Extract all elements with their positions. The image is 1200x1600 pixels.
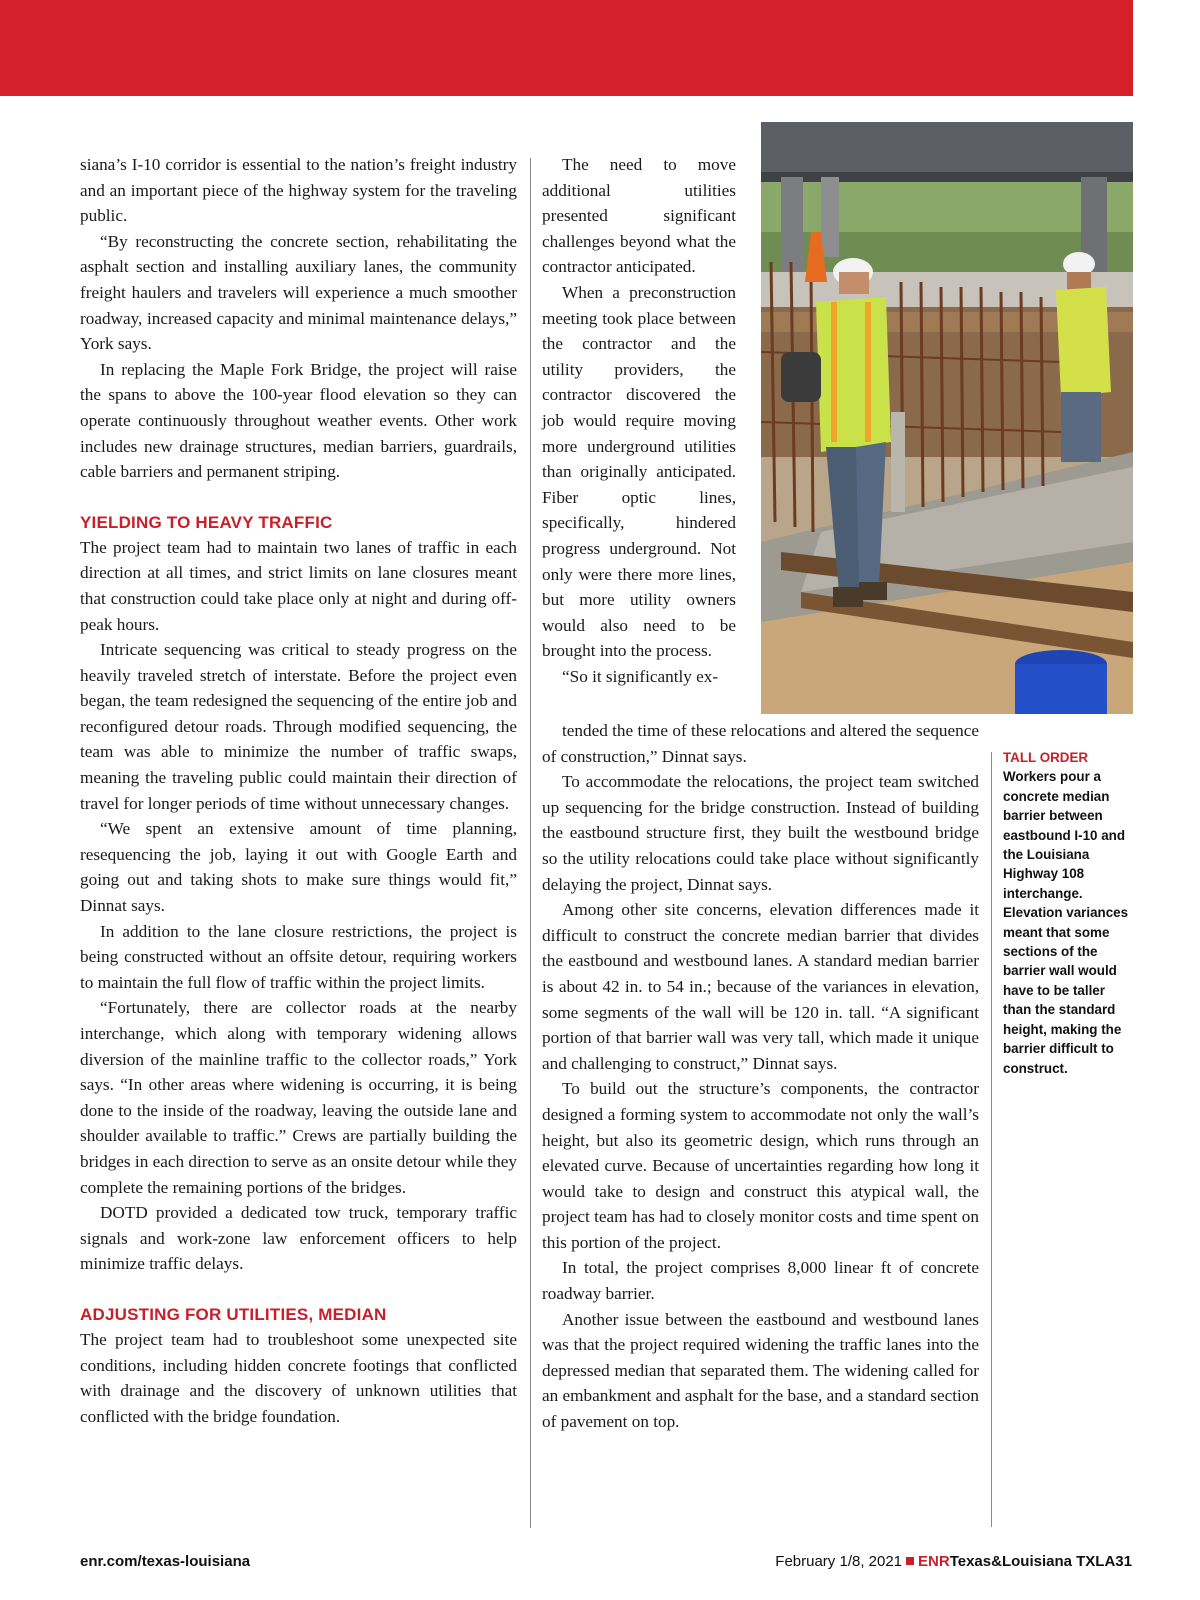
paragraph: When a preconstruction meeting took place between the contractor and the utility providers, the contractor discovered the job would require moving more underground utilities than originally anticipated. Fiber optic lines, specifically, hindered progress underground. Not only were there more lines, but more utility owners would also need to be brought into the process. <box>542 282 736 661</box>
paragraph: Among other site concerns, elevation differences made it difficult to construct the concrete median barrier that divides the eastbound and westbound lanes. A standard median barrier is about 42 in. to 54 in.; because of the variances in elevation, some segments of the wall will be 120 in. tall. “A significant portion of that barrier wall was very tall, which made it unique and challenging to construct,” Dinnat says. <box>542 900 979 1073</box>
paragraph: In replacing the Maple Fork Bridge, the project will raise the spans to above the 100-year flood elevation so they can operate continuously throughout weather events. Other work includes new drainage structures, median barriers, guardrails, cable barriers and permanent striping. <box>80 359 517 482</box>
top-color-band <box>0 0 1133 96</box>
paragraph: The need to move additional utilities presented significant challenges beyond what the contractor anticipated. <box>542 155 736 277</box>
paragraph: To build out the structure’s components, the contractor designed a forming system to accommodate not only the wall’s height, but also its geometric design, which runs through an elevated curve. Because of uncertainties regarding how long it would take to design and construct this atypical wall, the project team has had to closely monitor costs and time spent on this portion of the project. <box>542 1079 979 1252</box>
construction-photo <box>761 122 1133 714</box>
caption-text: Workers pour a concrete median barrier between eastbound I-10 and the Louisiana Highway 108 interchange. Elevation variances meant that some sections of the barrier wall would have to be taller than the standard height, making the barrier difficult to construct. <box>1003 769 1129 1076</box>
article-column-right-narrow <box>542 152 736 689</box>
footer-page-number: TXLA31 <box>1076 1553 1132 1570</box>
article-column-left <box>80 152 517 1429</box>
paragraph: DOTD provided a dedicated tow truck, temporary traffic signals and work-zone law enforcement officers to help minimize traffic delays. <box>80 1203 517 1274</box>
section-heading-yielding: YIELDING TO HEAVY TRAFFIC <box>80 512 333 532</box>
photo-caption <box>1003 748 1133 1078</box>
paragraph: siana’s I-10 corridor is essential to the nation’s freight industry and an important piece of the highway system for the traveling public. <box>80 155 517 226</box>
footer-url: enr.com/texas-louisiana <box>80 1553 251 1570</box>
footer-brand: ENR <box>918 1553 950 1570</box>
article-column-right-wide <box>542 718 979 1435</box>
paragraph: In addition to the lane closure restrictions, the project is being constructed without an offsite detour, requiring workers to maintain the full flow of traffic within the project limits. <box>80 921 517 992</box>
paragraph: Another issue between the eastbound and westbound lanes was that the project required widening the traffic lanes into the depressed median that separated them. The widening called for an embankment and asphalt for the base, and a standard section of pavement on top. <box>542 1309 979 1432</box>
caption-divider <box>991 752 992 1527</box>
paragraph: “By reconstructing the concrete section, rehabilitating the asphalt section and installing auxiliary lanes, the community freight haulers and travelers will experience a much smoother roadway, increased capacity and minimal maintenance delays,” York says. <box>80 231 517 354</box>
footer-publication: Texas&Louisiana <box>949 1553 1072 1570</box>
footer-date: February 1/8, 2021 <box>775 1553 903 1570</box>
column-divider <box>530 158 531 1528</box>
paragraph: The project team had to troubleshoot some unexpected site conditions, including hidden concrete footings that conflicted with drainage and the discovery of unknown utilities that conflicted with the bridge foundation. <box>80 1329 517 1426</box>
paragraph: Intricate sequencing was critical to steady progress on the heavily traveled stretch of interstate. Before the project even began, the team redesigned the sequencing of the entire job and reconfigured detour roads. Through modified sequencing, the team was able to minimize the number of traffic swaps, meaning the traveling public could maintain their direction of travel for longer periods of time without unnecessary changes. <box>80 640 517 813</box>
caption-title: TALL ORDER <box>1003 750 1089 765</box>
paragraph: “We spent an extensive amount of time planning, resequencing the job, laying it out with Google Earth and going out and taking shots to make sure things would fit,” Dinnat says. <box>80 819 517 916</box>
paragraph: To accommodate the relocations, the project team switched up sequencing for the bridge construction. Instead of building the eastbound structure first, they built the westbound bridge so the utility relocations could take place without significantly delaying the project, Dinnat says. <box>542 772 979 894</box>
section-heading-utilities: ADJUSTING FOR UTILITIES, MEDIAN <box>80 1304 387 1324</box>
square-bullet-icon <box>906 1557 914 1565</box>
paragraph: tended the time of these relocations and altered the sequence of construction,” Dinnat says. <box>542 721 979 766</box>
paragraph: “So it significantly ex- <box>562 666 719 686</box>
paragraph: In total, the project comprises 8,000 linear ft of concrete roadway barrier. <box>542 1258 979 1304</box>
paragraph: The project team had to maintain two lanes of traffic in each direction at all times, and strict limits on lane closures meant that construction could take place only at night and during off-peak hours. <box>80 537 517 634</box>
paragraph: “Fortunately, there are collector roads at the nearby interchange, which along with temporary widening allows diversion of the mainline traffic to the collector roads,” York says. “In other areas where widening is occurring, it is being done to the inside of the roadway, leaving the outside lane and shoulder available to traffic.” Crews are partially building the bridges in each direction to serve as an onsite detour while they complete the remaining portions of the bridges. <box>80 998 517 1197</box>
footer-folio <box>775 1553 1132 1570</box>
